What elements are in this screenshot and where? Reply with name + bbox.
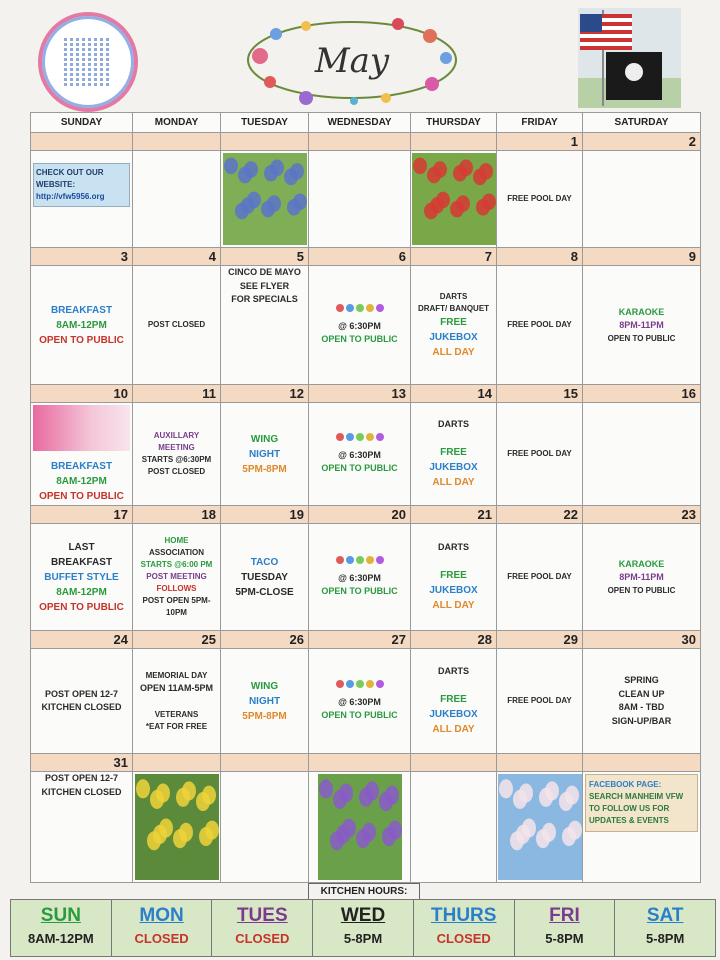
date-number bbox=[411, 133, 497, 151]
event-text: 8PM-11PM bbox=[619, 320, 664, 330]
event-text: POST CLOSED bbox=[147, 320, 206, 329]
event-text: FREE POOL DAY bbox=[507, 572, 572, 581]
date-number: 31 bbox=[31, 754, 133, 772]
event-text: 5PM-CLOSE bbox=[235, 586, 294, 598]
event-text bbox=[411, 555, 496, 569]
kitchen-day-mon bbox=[112, 900, 213, 956]
date-number: 3 bbox=[31, 248, 133, 266]
event-text: BREAKFAST bbox=[50, 304, 113, 316]
date-number: 27 bbox=[309, 631, 411, 649]
date-number: 6 bbox=[309, 248, 411, 266]
event-text: NIGHT bbox=[248, 448, 281, 460]
event-text: OPEN TO PUBLIC bbox=[321, 334, 398, 344]
week-row bbox=[31, 772, 701, 883]
kitchen-day-label: TUES bbox=[236, 905, 288, 926]
day-cell bbox=[31, 266, 133, 385]
website-box[interactable] bbox=[33, 163, 130, 207]
event-text: OPEN TO PUBLIC bbox=[39, 491, 124, 502]
website-text: WEBSITE: bbox=[36, 180, 76, 189]
day-cell bbox=[411, 772, 497, 883]
weekday-header: WEDNESDAY bbox=[309, 113, 411, 133]
kitchen-day-label: MON bbox=[139, 905, 184, 926]
event-text: OPEN TO PUBLIC bbox=[39, 334, 124, 346]
week-row bbox=[31, 151, 701, 248]
day-cell bbox=[411, 649, 497, 754]
date-number: 5 bbox=[221, 248, 309, 266]
bingo-ball-icon bbox=[376, 556, 384, 564]
date-number: 14 bbox=[411, 385, 497, 403]
date-number bbox=[221, 754, 309, 772]
flags-photo-icon bbox=[578, 8, 681, 108]
qr-code-icon[interactable] bbox=[64, 38, 112, 86]
event-text: ASSOCIATION bbox=[149, 548, 204, 557]
day-cell bbox=[309, 151, 411, 248]
day-cell bbox=[133, 772, 221, 883]
date-number: 23 bbox=[583, 506, 701, 524]
event-text: DARTS bbox=[439, 291, 468, 301]
week-row bbox=[31, 649, 701, 754]
kitchen-day-thurs bbox=[414, 900, 515, 956]
day-cell bbox=[31, 649, 133, 754]
event-text: JUKEBOX bbox=[429, 331, 478, 343]
event-text: FREE bbox=[440, 316, 467, 328]
event-text: 8PM-11PM bbox=[619, 572, 664, 582]
day-cell bbox=[221, 649, 309, 754]
weekday-header: SUNDAY bbox=[31, 113, 133, 133]
day-cell bbox=[133, 266, 221, 385]
event-text: WING bbox=[250, 433, 279, 445]
event-text: STARTS @6:00 PM bbox=[140, 560, 213, 569]
date-number: 25 bbox=[133, 631, 221, 649]
event-text: FREE bbox=[440, 694, 467, 705]
event-text: HOME bbox=[164, 536, 189, 545]
week-row bbox=[31, 524, 701, 631]
day-cell bbox=[221, 266, 309, 385]
event-text bbox=[133, 695, 220, 709]
event-text: TACO bbox=[250, 556, 279, 568]
event-text: 8AM-12PM bbox=[56, 476, 107, 487]
date-number: 28 bbox=[411, 631, 497, 649]
facebook-box[interactable] bbox=[585, 774, 698, 832]
kitchen-day-label: SUN bbox=[40, 905, 81, 926]
date-number: 18 bbox=[133, 506, 221, 524]
bingo-ball-icon bbox=[356, 433, 364, 441]
date-number bbox=[133, 133, 221, 151]
event-text: POST MEETING bbox=[146, 572, 207, 581]
bingo-ball-icon bbox=[346, 680, 354, 688]
facebook-text: TO FOLLOW US FOR bbox=[589, 804, 670, 813]
event-text: FOR SPECIALS bbox=[231, 294, 298, 304]
bingo-ball-icon bbox=[346, 304, 354, 312]
kitchen-day-hours: CLOSED bbox=[235, 931, 290, 946]
day-cell bbox=[583, 649, 701, 754]
day-cell bbox=[31, 772, 133, 883]
event-text: CLEAN UP bbox=[618, 688, 665, 699]
event-text: ALL DAY bbox=[432, 724, 475, 735]
date-number: 15 bbox=[497, 385, 583, 403]
bingo-ball-icon bbox=[366, 304, 374, 312]
day-cell bbox=[133, 524, 221, 631]
date-number: 30 bbox=[583, 631, 701, 649]
kitchen-day-hours: 5-8PM bbox=[646, 931, 685, 946]
event-text: KITCHEN CLOSED bbox=[41, 786, 122, 797]
date-number: 2 bbox=[583, 133, 701, 151]
date-number: 19 bbox=[221, 506, 309, 524]
event-text: FREE bbox=[440, 447, 467, 458]
event-text: SEE FLYER bbox=[239, 280, 290, 291]
event-text: MEMORIAL DAY bbox=[145, 670, 208, 680]
day-cell bbox=[133, 403, 221, 506]
day-cell bbox=[309, 403, 411, 506]
event-text: DARTS bbox=[438, 419, 469, 429]
day-cell bbox=[309, 649, 411, 754]
date-number bbox=[221, 133, 309, 151]
kitchen-day-fri bbox=[515, 900, 616, 956]
event-text: KARAOKE bbox=[618, 558, 665, 569]
date-number bbox=[583, 754, 701, 772]
event-text: POST OPEN 12-7 bbox=[44, 688, 119, 699]
kitchen-hours-band bbox=[10, 899, 716, 957]
calendar-grid bbox=[30, 112, 701, 883]
bingo-balls-icon bbox=[309, 680, 410, 688]
bingo-ball-icon bbox=[336, 680, 344, 688]
event-text: 8AM-12PM bbox=[56, 586, 107, 598]
daffodil-photo-icon bbox=[135, 774, 219, 880]
weekday-header: THURSDAY bbox=[411, 113, 497, 133]
event-text: @ 6:30PM bbox=[338, 696, 381, 707]
date-number: 8 bbox=[497, 248, 583, 266]
day-cell bbox=[411, 524, 497, 631]
day-cell bbox=[31, 524, 133, 631]
kitchen-day-hours: CLOSED bbox=[134, 931, 189, 946]
date-number: 21 bbox=[411, 506, 497, 524]
event-text: FREE POOL DAY bbox=[507, 449, 572, 458]
event-text: OPEN TO PUBLIC bbox=[607, 333, 676, 343]
event-text: SIGN-UP/BAR bbox=[611, 715, 672, 726]
date-number bbox=[411, 754, 497, 772]
event-text: TUESDAY bbox=[241, 571, 288, 583]
qr-code-badge[interactable] bbox=[38, 12, 138, 112]
mothers-day-card-icon bbox=[33, 405, 130, 451]
month-title: May bbox=[314, 41, 390, 81]
date-number: 11 bbox=[133, 385, 221, 403]
facebook-text: SEARCH MANHEIM VFW bbox=[589, 792, 684, 801]
kitchen-day-tues bbox=[212, 900, 313, 956]
cherry-blossom-photo-icon bbox=[498, 774, 582, 880]
kitchen-day-hours: 5-8PM bbox=[545, 931, 584, 946]
event-text: MEETING bbox=[158, 443, 195, 452]
event-text: @ 6:30PM bbox=[338, 572, 381, 583]
event-text: FOLLOWS bbox=[156, 584, 197, 593]
bingo-balls-icon bbox=[309, 304, 410, 312]
date-number bbox=[497, 754, 583, 772]
weekday-header: MONDAY bbox=[133, 113, 221, 133]
date-number-row bbox=[31, 631, 701, 649]
event-text: VETERANS bbox=[154, 709, 199, 719]
kitchen-day-wed bbox=[313, 900, 414, 956]
event-text: 5PM-8PM bbox=[242, 710, 287, 722]
kitchen-hours-heading: KITCHEN HOURS: bbox=[308, 883, 420, 901]
event-text: JUKEBOX bbox=[429, 709, 478, 720]
date-number: 20 bbox=[309, 506, 411, 524]
day-cell bbox=[583, 524, 701, 631]
day-cell bbox=[497, 772, 583, 883]
bingo-balls-icon bbox=[309, 556, 410, 564]
date-number: 16 bbox=[583, 385, 701, 403]
event-text: @ 6:30PM bbox=[338, 320, 381, 331]
bingo-ball-icon bbox=[366, 556, 374, 564]
day-cell bbox=[309, 524, 411, 631]
date-number-row bbox=[31, 248, 701, 266]
date-number: 13 bbox=[309, 385, 411, 403]
kitchen-day-hours: 8AM-12PM bbox=[27, 931, 94, 946]
event-text: NIGHT bbox=[248, 695, 281, 707]
facebook-text: UPDATES & EVENTS bbox=[589, 816, 669, 825]
event-text: 5PM-8PM bbox=[242, 463, 287, 475]
bingo-ball-icon bbox=[336, 433, 344, 441]
event-text: BREAKFAST bbox=[50, 461, 113, 472]
event-text: KARAOKE bbox=[618, 306, 665, 317]
event-text: ALL DAY bbox=[432, 346, 475, 358]
week-row bbox=[31, 403, 701, 506]
day-cell bbox=[133, 649, 221, 754]
date-number: 4 bbox=[133, 248, 221, 266]
day-cell bbox=[583, 403, 701, 506]
kitchen-day-label: FRI bbox=[549, 905, 580, 926]
event-text: FREE POOL DAY bbox=[507, 194, 572, 203]
day-cell bbox=[497, 151, 583, 248]
kitchen-day-sat bbox=[615, 900, 715, 956]
red-primrose-photo-icon bbox=[412, 153, 496, 245]
event-text: OPEN TO PUBLIC bbox=[321, 586, 398, 596]
event-text: OPEN TO PUBLIC bbox=[607, 585, 676, 595]
bingo-balls-icon bbox=[309, 433, 410, 441]
kitchen-day-hours: CLOSED bbox=[436, 931, 491, 946]
day-cell bbox=[583, 266, 701, 385]
flower-wreath-title bbox=[236, 14, 468, 106]
bingo-ball-icon bbox=[336, 556, 344, 564]
bingo-ball-icon bbox=[366, 680, 374, 688]
day-cell bbox=[31, 151, 133, 248]
day-cell bbox=[309, 772, 411, 883]
event-text: OPEN TO PUBLIC bbox=[321, 463, 398, 473]
event-text: SPRING bbox=[624, 675, 659, 685]
bingo-ball-icon bbox=[366, 433, 374, 441]
date-number: 29 bbox=[497, 631, 583, 649]
kitchen-day-label: WED bbox=[340, 905, 386, 926]
event-text: AUXILLARY bbox=[153, 431, 200, 440]
day-cell bbox=[221, 151, 309, 248]
bingo-ball-icon bbox=[376, 304, 384, 312]
bingo-ball-icon bbox=[356, 304, 364, 312]
bingo-ball-icon bbox=[336, 304, 344, 312]
day-cell bbox=[497, 403, 583, 506]
event-text: KITCHEN CLOSED bbox=[41, 702, 122, 712]
date-number: 12 bbox=[221, 385, 309, 403]
event-text: BREAKFAST bbox=[50, 556, 113, 568]
date-number: 17 bbox=[31, 506, 133, 524]
event-text: ALL DAY bbox=[432, 600, 475, 611]
event-text: OPEN 11AM-5PM bbox=[139, 682, 214, 693]
event-text: CINCO DE MAYO bbox=[228, 267, 301, 277]
event-text bbox=[411, 679, 496, 693]
event-text bbox=[411, 432, 496, 446]
event-text: OPEN TO PUBLIC bbox=[39, 601, 124, 613]
facebook-text: FACEBOOK PAGE: bbox=[589, 780, 662, 789]
kitchen-day-hours: 5-8PM bbox=[343, 931, 383, 946]
date-number bbox=[31, 133, 133, 151]
kitchen-day-sun bbox=[11, 900, 112, 956]
date-number-row bbox=[31, 133, 701, 151]
day-cell bbox=[411, 266, 497, 385]
date-number: 10 bbox=[31, 385, 133, 403]
event-text: 8AM - TBD bbox=[618, 702, 665, 712]
event-text: ALL DAY bbox=[432, 477, 475, 488]
date-number: 24 bbox=[31, 631, 133, 649]
kitchen-day-label: SAT bbox=[646, 905, 684, 926]
day-cell bbox=[411, 403, 497, 506]
event-text: WING bbox=[250, 680, 279, 692]
event-text: STARTS @6:30PM bbox=[141, 455, 212, 464]
day-cell bbox=[583, 151, 701, 248]
day-cell bbox=[497, 266, 583, 385]
event-text: POST OPEN 5PM-10PM bbox=[142, 596, 211, 617]
day-cell bbox=[31, 403, 133, 506]
event-text: LAST bbox=[68, 541, 95, 553]
day-cell bbox=[411, 151, 497, 248]
day-cell bbox=[583, 772, 701, 883]
event-text: JUKEBOX bbox=[429, 462, 478, 473]
date-number bbox=[309, 754, 411, 772]
date-number-row bbox=[31, 754, 701, 772]
event-text: @ 6:30PM bbox=[338, 449, 381, 460]
bingo-ball-icon bbox=[356, 680, 364, 688]
crocus-photo-icon bbox=[318, 774, 402, 880]
date-number bbox=[133, 754, 221, 772]
event-text: FREE POOL DAY bbox=[507, 696, 572, 705]
event-text: POST CLOSED bbox=[147, 467, 206, 476]
day-cell bbox=[221, 772, 309, 883]
bluebells-photo-icon bbox=[223, 153, 307, 245]
date-number: 26 bbox=[221, 631, 309, 649]
bingo-ball-icon bbox=[346, 433, 354, 441]
weekday-header: FRIDAY bbox=[497, 113, 583, 133]
event-text: DARTS bbox=[438, 542, 469, 552]
day-cell bbox=[221, 403, 309, 506]
date-number-row bbox=[31, 385, 701, 403]
date-number: 1 bbox=[497, 133, 583, 151]
event-text: DRAFT/ BANQUET bbox=[417, 303, 490, 313]
event-text: *EAT FOR FREE bbox=[145, 721, 208, 731]
day-cell bbox=[221, 524, 309, 631]
bingo-ball-icon bbox=[376, 680, 384, 688]
website-text: CHECK OUT OUR bbox=[36, 168, 104, 177]
day-cell bbox=[309, 266, 411, 385]
event-text: 8AM-12PM bbox=[56, 319, 107, 331]
website-text: http://vfw5956.org bbox=[36, 192, 105, 201]
day-cell bbox=[497, 524, 583, 631]
event-text: FREE POOL DAY bbox=[507, 320, 572, 329]
day-cell bbox=[497, 649, 583, 754]
kitchen-day-label: THURS bbox=[431, 905, 497, 926]
event-text: BUFFET STYLE bbox=[44, 571, 119, 583]
event-text: POST OPEN 12-7 bbox=[44, 773, 119, 783]
event-text: JUKEBOX bbox=[429, 585, 478, 596]
week-row bbox=[31, 266, 701, 385]
weekday-header: SATURDAY bbox=[583, 113, 701, 133]
date-number-row bbox=[31, 506, 701, 524]
event-text: OPEN TO PUBLIC bbox=[321, 710, 398, 720]
weekday-header: TUESDAY bbox=[221, 113, 309, 133]
bingo-ball-icon bbox=[356, 556, 364, 564]
date-number: 22 bbox=[497, 506, 583, 524]
date-number bbox=[309, 133, 411, 151]
bingo-ball-icon bbox=[376, 433, 384, 441]
day-cell bbox=[133, 151, 221, 248]
bingo-ball-icon bbox=[346, 556, 354, 564]
date-number: 9 bbox=[583, 248, 701, 266]
event-text: FREE bbox=[440, 570, 467, 581]
date-number: 7 bbox=[411, 248, 497, 266]
event-text: DARTS bbox=[438, 666, 469, 676]
